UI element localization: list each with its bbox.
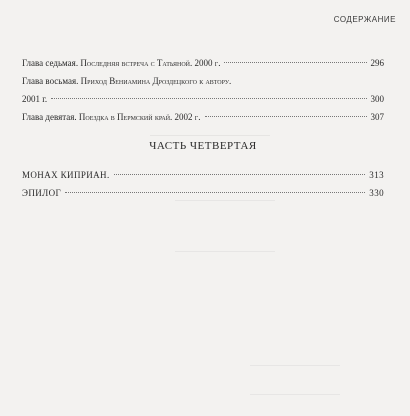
toc-entry-monk-kiprian[interactable] — [22, 166, 384, 184]
table-of-contents — [22, 54, 384, 202]
toc-entry-epilogue[interactable] — [22, 184, 384, 202]
toc-entry-chapter-7[interactable] — [22, 54, 384, 72]
page-number: 300 — [370, 94, 384, 104]
show-through — [175, 200, 275, 252]
dot-leader — [51, 98, 366, 99]
chapter-title: Последняя встреча с Татьяной. 2000 г. — [80, 58, 221, 68]
chapter-title-continuation: 2001 г. — [22, 94, 48, 104]
section-title: МОНАХ КИПРИАН. — [22, 170, 110, 180]
page-number: 330 — [369, 188, 384, 198]
page-number: 307 — [370, 112, 384, 122]
dot-leader — [114, 174, 366, 175]
chapter-number: Глава девятая. — [22, 112, 79, 122]
toc-entry-chapter-8[interactable] — [22, 72, 384, 108]
chapter-number: Глава восьмая. — [22, 76, 81, 86]
dot-leader — [224, 62, 366, 63]
chapter-title: Поездка в Пермский край. 2002 г. — [78, 112, 201, 122]
toc-entry-chapter-9[interactable] — [22, 108, 384, 126]
section-title: ЭПИЛОГ — [22, 188, 62, 198]
dot-leader — [65, 192, 365, 193]
part-heading: ЧАСТЬ ЧЕТВЕРТАЯ — [149, 140, 257, 152]
show-through — [250, 365, 340, 395]
page-number: 296 — [370, 58, 384, 68]
chapter-number: Глава седьмая. — [22, 58, 81, 68]
page-number: 313 — [369, 170, 384, 180]
dot-leader — [205, 116, 367, 117]
chapter-title: Приход Вениамина Дроздецкого к автору. — [80, 76, 232, 86]
running-head: СОДЕРЖАНИЕ — [333, 15, 396, 24]
